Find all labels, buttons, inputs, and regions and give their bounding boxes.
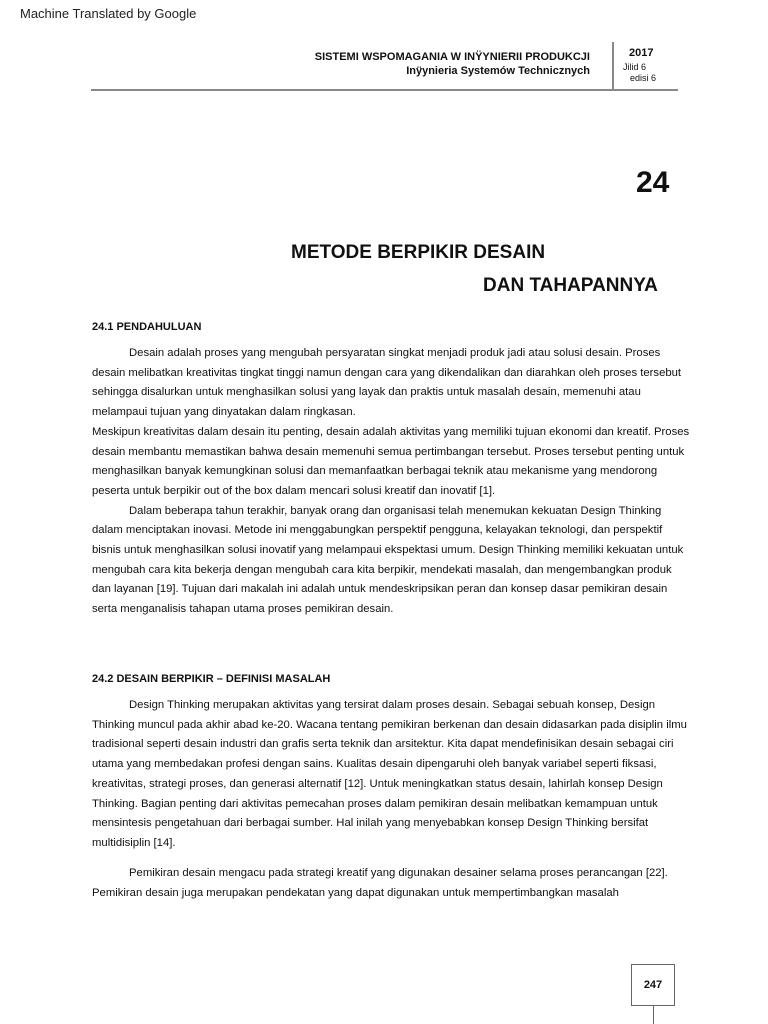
- page-number: 247: [643, 979, 663, 991]
- paragraph: Meskipun kreativitas dalam desain itu penting, desain adalah aktivitas yang memiliki tujuan ekonomi dan kreatif. Proses desain membantu memastikan bahwa desain memenuhi semua pertimbangan tersebut. Proses tersebut penting untuk menghasilkan banyak kemungkinan solusi dan memanfaatkan berbagai teknik atau mekanisme yang mendorong peserta untuk berpikir out of the box dalam mencari solusi kreatif dan inovatif [1].: [92, 425, 690, 497]
- journal-year: 2017: [629, 47, 654, 59]
- section-2-body: [92, 696, 692, 854]
- page-number-tick: [653, 1006, 654, 1024]
- paragraph: Dalam beberapa tahun terakhir, banyak orang dan organisasi telah menemukan kekuatan Design Thinking dalam menciptakan inovasi. Metode ini menggabungkan perspektif pengguna, kelayakan teknologi, dan perspektif bisnis untuk menghasilkan solusi inovatif yang melampaui ekspektasi umum. Design Thinking memiliki kekuatan untuk mengubah cara kita bekerja dengan mengubah cara kita berpikir, mendekati masalah, dan mengembangkan produk dan layanan [19]. Tujuan dari makalah ini adalah untuk mendeskripsikan peran dan konsep dasar pemikiran desain serta menganalisis tahapan utama proses pemikiran desain.: [92, 504, 684, 616]
- paragraph: Design Thinking merupakan aktivitas yang tersirat dalam proses desain. Sebagai sebuah konsep, Design Thinking muncul pada akhir abad ke-20. Wacana tentang pemikiran berkenan dan desain didasarkan pada disiplin ilmu tradisional seperti desain industri dan grafis serta teknik dan arsitektur. Kita dapat mendefinisikan desain sebagai ciri utama yang membedakan profesi dengan sains. Kualitas desain dipengaruhi oleh banyak variabel seperti fiksasi, kreativitas, strategi proses, dan generasi alternatif [12]. Untuk meningkatkan status desain, lahirlah konsep Design Thinking. Bagian penting dari aktivitas pemecahan proses dalam pemikiran desain melibatkan kemampuan untuk mensintesis pengetahuan dari berbagai sumber. Hal inilah yang menyebabkan konsep Design Thinking bersifat multidisiplin [14].: [92, 699, 687, 849]
- journal-title: SISTEMI WSPOMAGANIA W INŸYNIERII PRODUKCJI: [314, 51, 590, 63]
- header-rule: [91, 89, 678, 91]
- chapter-title-line1: METODE BERPIKIR DESAIN: [291, 242, 546, 263]
- machine-translation-label: Machine Translated by Google: [20, 6, 197, 21]
- section-2-body-continued: [92, 864, 692, 903]
- section-heading-2: 24.2 DESAIN BERPIKIR – DEFINISI MASALAH: [92, 673, 331, 685]
- page-number-box: [631, 964, 675, 1006]
- journal-subtitle: Inÿynieria Systemów Technicznych: [406, 65, 590, 77]
- chapter-number: 24: [636, 166, 670, 199]
- journal-volume: Jilid 6: [623, 62, 647, 72]
- header-divider-vertical: [612, 42, 614, 90]
- section-heading-1: 24.1 PENDAHULUAN: [92, 321, 202, 333]
- chapter-title-line2: DAN TAHAPANNYA: [483, 275, 658, 296]
- paragraph: Pemikiran desain mengacu pada strategi kreatif yang digunakan desainer selama proses perancangan [22]. Pemikiran desain juga merupakan pendekatan yang dapat digunakan untuk mempertimbangkan masalah: [92, 867, 668, 899]
- journal-edition: edisi 6: [630, 73, 657, 83]
- section-1-body: [92, 344, 692, 620]
- paragraph: Desain adalah proses yang mengubah persyaratan singkat menjadi produk jadi atau solusi desain. Proses desain melibatkan kreativitas tingkat tinggi namun dengan cara yang dikendalikan dan diarahkan oleh proses tersebut sehingga disalurkan untuk menghasilkan solusi yang layak dan praktis untuk masalah desain, memenuhi atau melampaui tujuan yang dinyatakan dalam ringkasan.: [92, 347, 682, 419]
